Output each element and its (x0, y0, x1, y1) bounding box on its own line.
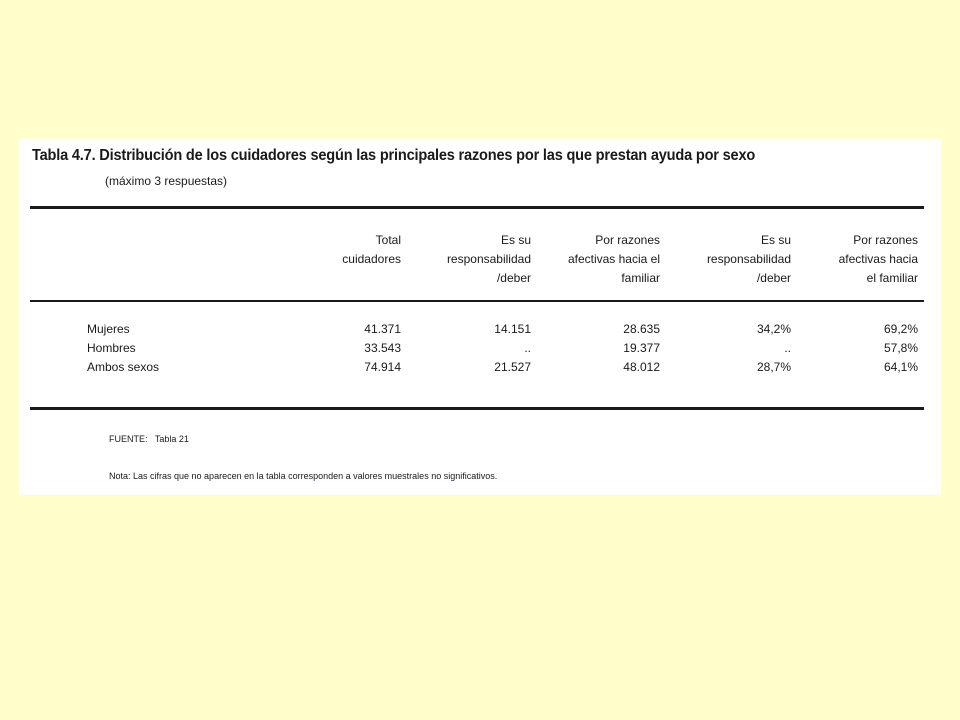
top-rule (30, 206, 924, 209)
table-note: Nota: Las cifras que no aparecen en la tabla corresponden a valores muestrales no significativos. (109, 471, 498, 481)
table-cell: 41.371 (364, 322, 401, 336)
column-header-total: Total cuidadores (342, 233, 401, 266)
table-cell: 14.151 (494, 322, 531, 336)
row-label: Hombres (87, 341, 136, 355)
table-cell: 64,1% (883, 360, 918, 374)
table-cell: 34,2% (756, 322, 791, 336)
table-cell: 21.527 (494, 360, 531, 374)
table-cell: 74.914 (364, 360, 401, 374)
row-label: Ambos sexos (87, 360, 160, 374)
bottom-rule (30, 407, 924, 410)
table-cell: 69,2% (883, 322, 918, 336)
table-source: FUENTE: Tabla 21 (109, 434, 189, 444)
column-header-responsabilidad-pct: Es su responsabilidad /deber (706, 233, 791, 285)
row-label: Mujeres (87, 322, 130, 336)
table-row-mujeres (19, 320, 941, 339)
table-cell: .. (524, 341, 531, 355)
table-cell: .. (784, 341, 791, 355)
table-cell: 33.543 (364, 341, 401, 355)
table-cell: 57,8% (883, 341, 918, 355)
column-header-afectivas: Por razones afectivas hacia el familiar (567, 233, 660, 285)
table-row-ambos-sexos (19, 358, 941, 377)
table-subtitle: (máximo 3 respuestas) (105, 174, 228, 188)
table-cell: 48.012 (623, 360, 660, 374)
column-header-afectivas-pct: Por razones afectivas hacia el familiar (838, 233, 918, 285)
column-header-responsabilidad: Es su responsabilidad /deber (446, 233, 531, 285)
header-rule (30, 300, 924, 302)
table-cell: 28.635 (623, 322, 660, 336)
table-panel (19, 139, 941, 495)
table-cell: 19.377 (623, 341, 660, 355)
table-title: Tabla 4.7. Distribución de los cuidadores según las principales razones por las que prestan ayuda por sexo (32, 147, 756, 164)
table-cell: 28,7% (756, 360, 791, 374)
table-row-hombres (19, 339, 941, 358)
